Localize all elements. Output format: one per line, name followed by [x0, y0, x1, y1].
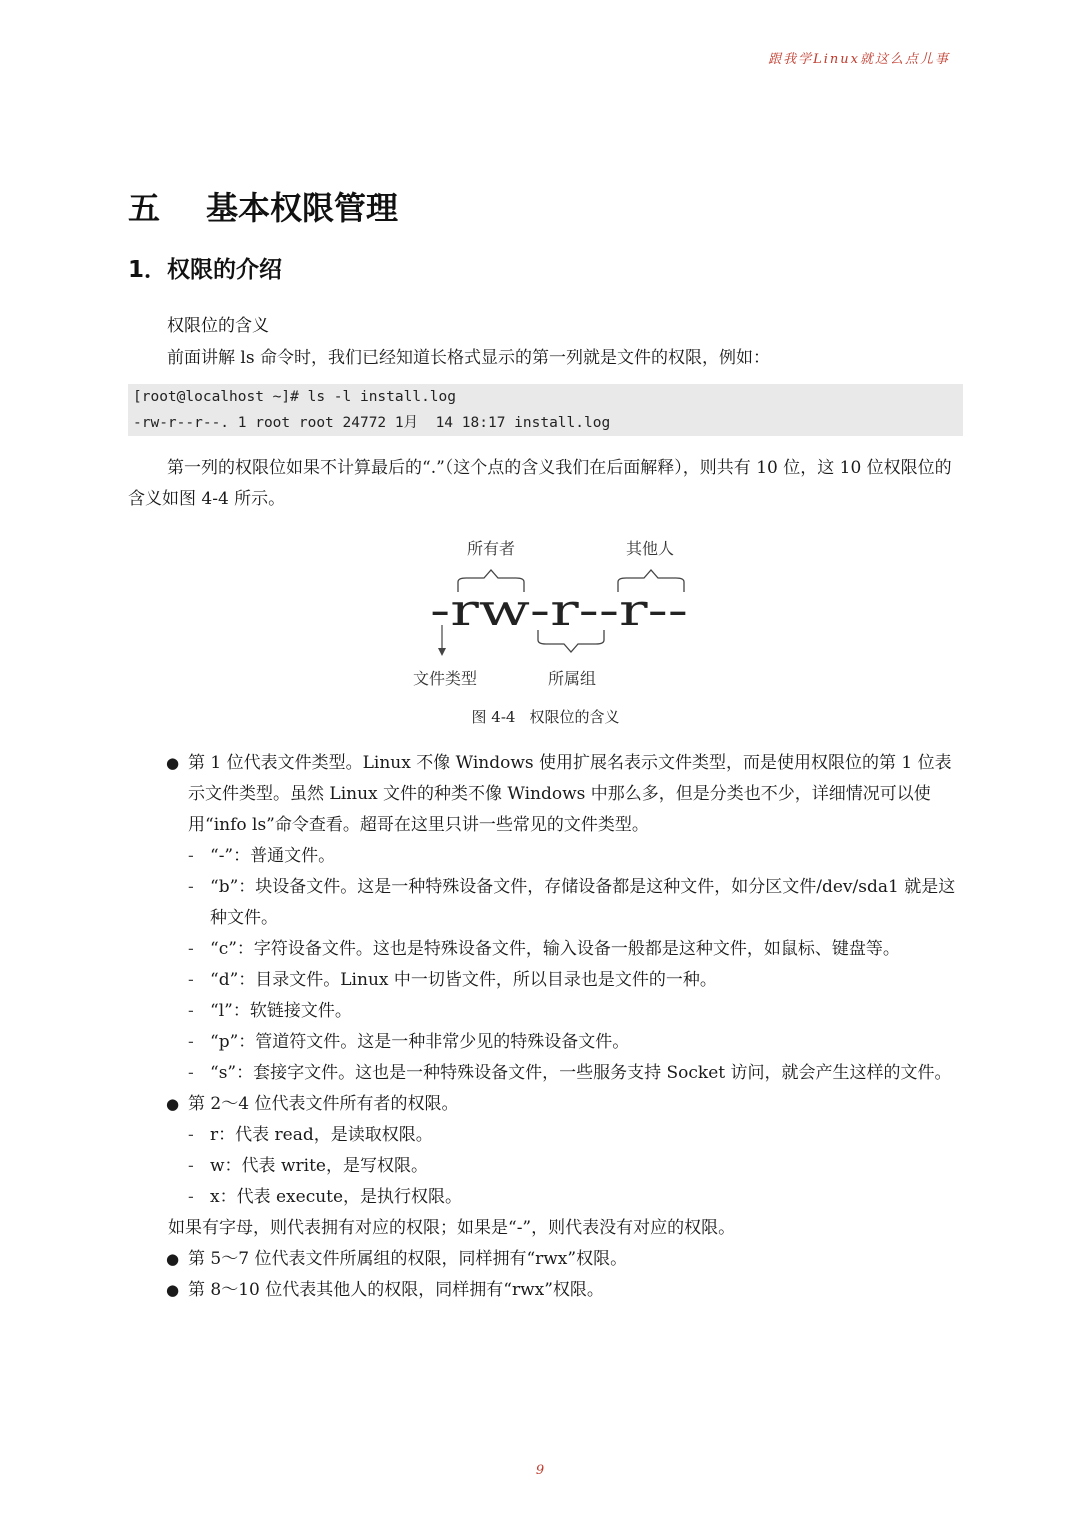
- filetype-label: 文件类型: [412, 669, 478, 688]
- list-item: - “l”：软链接文件。: [128, 996, 968, 1027]
- owner-label: 所有者: [466, 539, 516, 558]
- figure-caption: [128, 706, 963, 727]
- caption-text: 权限位的含义: [529, 708, 620, 726]
- list-item: - “c”：字符设备文件。这也是特殊设备文件，输入设备一般都是这种文件，如鼠标、键盘等。: [128, 934, 968, 965]
- dash-icon: -: [188, 1063, 194, 1083]
- code-line: [root@localhost ~]# ls -l install.log: [133, 389, 457, 405]
- body-paragraph: 第一列的权限位如果不计算最后的“.”（这个点的含义我们在后面解释），则共有 10 位，这 10 位权限位的含义如图 4-4 所示。: [128, 458, 952, 509]
- permission-string: -rw-r--r--: [430, 585, 688, 636]
- subheading: 权限位的含义: [167, 316, 269, 336]
- chapter-title: [128, 183, 398, 229]
- running-header: 跟我学Linux就这么点儿事: [768, 52, 950, 67]
- list-item: ● 第 8～10 位代表其他人的权限，同样拥有“rwx”权限。: [128, 1275, 968, 1306]
- bullet-icon: ●: [166, 754, 180, 772]
- others-label: 其他人: [625, 539, 675, 558]
- dash-icon: -: [188, 846, 194, 866]
- list-item: - r：代表 read，是读取权限。: [128, 1120, 968, 1151]
- chapter-number: 五: [128, 189, 161, 227]
- dash-icon: -: [188, 1187, 194, 1207]
- list-item: ● 第 5～7 位代表文件所属组的权限，同样拥有“rwx”权限。: [128, 1244, 968, 1275]
- list-item: - “b”：块设备文件。这是一种特殊设备文件，存储设备都是这种文件，如分区文件/dev/sda1 就是这种文件。: [128, 872, 968, 934]
- page-number: 9: [535, 1463, 545, 1478]
- list-item: - “-”：普通文件。: [128, 841, 968, 872]
- code-line: -rw-r--r--. 1 root root 24772 1月 14 18:17 install.log: [133, 415, 611, 431]
- arrow-head-icon: [438, 648, 446, 656]
- chapter-title-text: 基本权限管理: [206, 189, 399, 227]
- caption-number: 图 4-4: [471, 708, 516, 726]
- section-title: 1．权限的介绍: [128, 257, 283, 283]
- dash-icon: -: [188, 1125, 194, 1145]
- group-label: 所属组: [547, 669, 597, 688]
- bullet-icon: ●: [166, 1095, 180, 1113]
- dash-icon: -: [188, 970, 194, 990]
- list-item: - “p”：管道符文件。这是一种非常少见的特殊设备文件。: [128, 1027, 968, 1058]
- dash-icon: -: [188, 1156, 194, 1176]
- list-item: - “d”：目录文件。Linux 中一切皆文件，所以目录也是文件的一种。: [128, 965, 968, 996]
- bullet-icon: ●: [166, 1250, 180, 1268]
- dash-icon: -: [188, 877, 194, 897]
- list-item: - “s”：套接字文件。这也是一种特殊设备文件，一些服务支持 Socket 访问，就会产生这样的文件。: [128, 1058, 968, 1089]
- list-item: - w：代表 write，是写权限。: [128, 1151, 968, 1182]
- permission-list: [128, 748, 968, 1306]
- code-block: [128, 384, 963, 436]
- permission-diagram: [400, 530, 700, 700]
- list-item: - x：代表 execute，是执行权限。: [128, 1182, 968, 1213]
- dash-icon: -: [188, 939, 194, 959]
- dash-icon: -: [188, 1001, 194, 1021]
- list-item: ● 第 1 位代表文件类型。Linux 不像 Windows 使用扩展名表示文件类型，而是使用权限位的第 1 位表示文件类型。虽然 Linux 文件的种类不像 Windows 中那么多，但是分类也不少，详细情况可以使用“info ls”命令查看。超哥在这里只讲一些常见的文件类型。: [128, 748, 968, 841]
- intro-paragraph: 前面讲解 ls 命令时，我们已经知道长格式显示的第一列就是文件的权限，例如：: [167, 348, 770, 368]
- bullet-icon: ●: [166, 1281, 180, 1299]
- list-item: ● 第 2～4 位代表文件所有者的权限。: [128, 1089, 968, 1120]
- dash-icon: -: [188, 1032, 194, 1052]
- note-paragraph: 如果有字母，则代表拥有对应的权限；如果是“-”，则代表没有对应的权限。: [168, 1218, 736, 1238]
